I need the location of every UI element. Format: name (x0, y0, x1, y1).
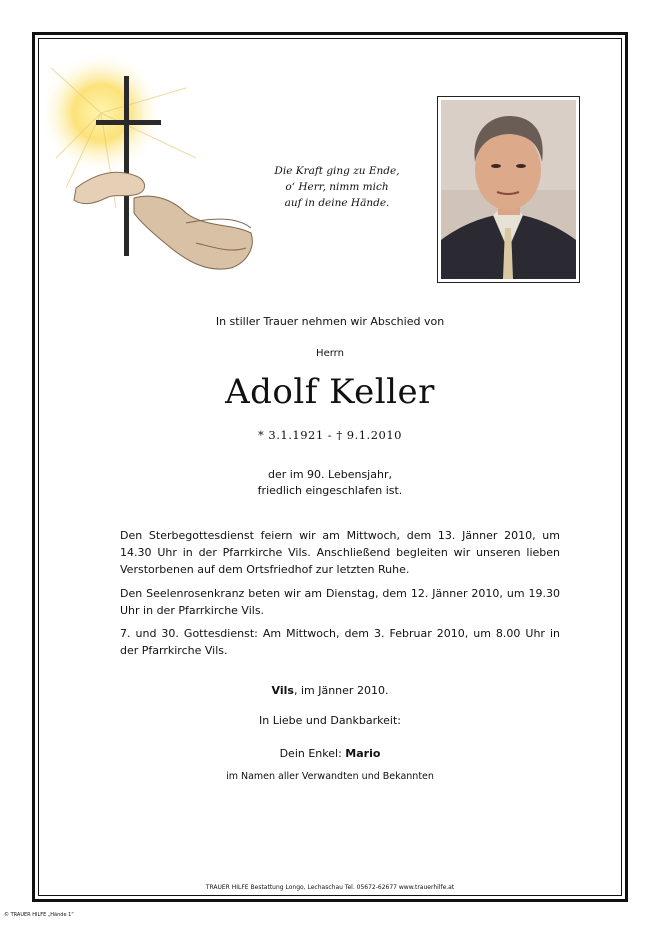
place-date (40, 684, 620, 697)
cross-hands-illustration (46, 48, 266, 288)
quote (262, 163, 412, 211)
quote-line: Die Kraft ging zu Ende, (274, 165, 400, 177)
relatives-line: im Namen aller Verwandten und Bekannten (226, 771, 434, 782)
copyright-note: © TRAUER HILFE „Hände 1“ (4, 912, 74, 918)
signer (40, 747, 620, 760)
intro-text: In stiller Trauer nehmen wir Abschied von (215, 315, 445, 328)
age-line-2: friedlich eingeschlafen ist. (257, 484, 403, 497)
portrait-frame (437, 96, 580, 283)
age-statement (40, 467, 620, 499)
age-line-1: der im 90. Lebensjahr, (268, 468, 392, 481)
signer-prefix: Dein Enkel: (279, 747, 346, 760)
quote-line: auf in deine Hände. (284, 197, 390, 209)
funeral-home-footer: TRAUER HILFE Bestattung Longo, Lechaschau Tel. 05672-62677 www.trauerhilfe.at (205, 884, 455, 891)
place-name: Vils (271, 684, 294, 697)
thanks-line: In Liebe und Dankbarkeit: (259, 714, 401, 727)
quote-line: o‘ Herr, nimm mich (285, 181, 389, 193)
rosary-paragraph: Den Seelenrosenkranz beten wir am Dienstag, dem 12. Jänner 2010, um 19.30 Uhr in der Pfarrkirche Vils. (120, 587, 560, 617)
portrait-photo (441, 100, 576, 279)
funeral-service-paragraph: Den Sterbegottesdienst feiern wir am Mittwoch, dem 13. Jänner 2010, um 14.30 Uhr in der Pfarrkirche Vils. Anschließend begleiten wir unseren lieben Verstorbenen auf dem Ortsfriedhof zur letzten Ruhe. (120, 529, 560, 576)
life-dates: * 3.1.1921 - † 9.1.2010 (258, 428, 402, 442)
deceased-name: Adolf Keller (225, 372, 435, 412)
signer-name: Mario (345, 747, 381, 760)
memorial-mass-paragraph: 7. und 30. Gottesdienst: Am Mittwoch, dem 3. Februar 2010, um 8.00 Uhr in der Pfarrkirche Vils. (120, 627, 560, 657)
salutation: Herrn (316, 348, 344, 359)
date-text: , im Jänner 2010. (293, 684, 389, 697)
